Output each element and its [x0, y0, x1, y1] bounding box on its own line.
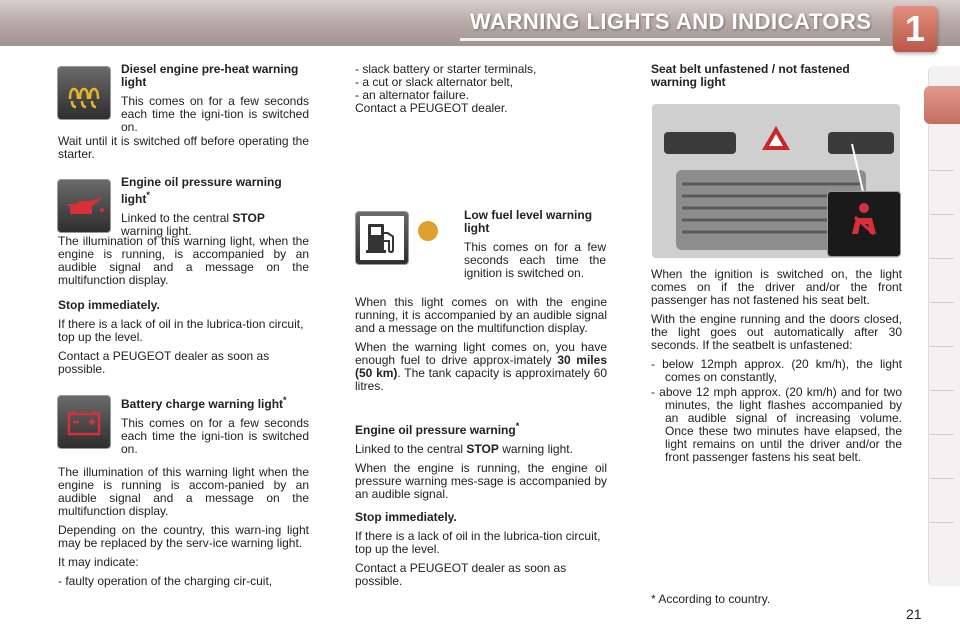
fuel-heading: Low fuel level warning light [464, 208, 593, 235]
side-tab-strip [928, 66, 960, 586]
oil2-section [355, 420, 607, 594]
oil2-text-prefix: Linked to the central [355, 442, 467, 456]
footnote: * According to country. [651, 592, 771, 606]
contact-dealer: Contact a PEUGEOT dealer. [355, 101, 508, 115]
oil2-stop-text2: Contact a PEUGEOT dealer as soon as possible. [355, 561, 567, 588]
seatbelt-heading-block [651, 63, 851, 95]
oil-text-prefix: Linked to the central [121, 211, 233, 225]
fuel-after2-suffix: . The tank capacity is approximately 60 litres. [355, 366, 607, 393]
battery-after-block [58, 466, 309, 594]
oil2-heading: Engine oil pressure warning [355, 423, 516, 437]
oil2-stop-heading: Stop immediately. [355, 510, 457, 524]
header-rule [460, 38, 880, 41]
oil-stop-text1: If there is a lack of oil in the lubrica-tion circuit, top up the level. [58, 317, 304, 344]
oil-stop-word: STOP [232, 211, 265, 225]
fuel-pump-icon [356, 212, 408, 264]
side-tab-divider [930, 258, 954, 259]
oil-text-suffix: warning light. [121, 224, 192, 238]
page-number: 21 [906, 606, 922, 622]
fuel-status-dot [418, 221, 438, 241]
battery-heading-wrap [121, 394, 309, 411]
oil-after-block [58, 235, 309, 382]
side-tab-divider [930, 478, 954, 479]
battery-heading: Battery charge warning light [121, 397, 284, 411]
seatbelt-icon [828, 192, 900, 256]
fuel-text: This comes on for a few seconds each time the ignition is switched on. [464, 240, 606, 280]
diesel-after: Wait until it is switched off before operating the starter. [58, 134, 309, 161]
battery-text: This comes on for a few seconds each time the igni-tion is switched on. [121, 416, 309, 456]
fuel-after2-prefix: When the warning light comes on, you have enough fuel to drive approx-imately [355, 340, 607, 367]
fuel-after1: When this light comes on with the engine running, it is accompanied by an audible signal and a message on the multifunction display. [355, 295, 607, 335]
battery-icon [58, 396, 110, 448]
seatbelt-bullet2: - above 12 mph approx. (20 km/h) and for two minutes, the light flashes accompanied by an audible signal of increasing volume. Once these two minutes have elapsed, the light remains on until the driver and/or the front passenger fastens his seat belt. [651, 385, 902, 464]
alternator-bullet: - a cut or slack alternator belt, [355, 75, 514, 89]
oil2-footnote-mark: * [515, 421, 520, 431]
battery-bullet1: - faulty operation of the charging cir-cuit, [58, 574, 273, 588]
preheat-icon [58, 67, 110, 119]
alternator-bullet: - slack battery or starter terminals, [355, 62, 537, 76]
seatbelt-text1: When the ignition is switched on, the light comes on if the driver and/or the front passenger has not fastened his seat belt. [651, 267, 902, 307]
alternator-bullet: - an alternator failure. [355, 88, 470, 102]
side-tab-divider [930, 434, 954, 435]
side-tab-divider [930, 346, 954, 347]
seatbelt-bullet1: - below 12mph approx. (20 km/h), the light comes on constantly, [651, 357, 902, 384]
chapter-badge [893, 6, 937, 52]
battery-footnote-mark: * [283, 395, 287, 405]
battery-after3: It may indicate: [58, 555, 139, 569]
diesel-section [121, 63, 309, 140]
page-title: WARNING LIGHTS AND INDICATORS [470, 9, 872, 34]
oil-can-icon [58, 180, 110, 232]
battery-after2: Depending on the country, this warn-ing light may be replaced by the serv-ice warning light. [58, 523, 309, 550]
oil-stop-text2: Contact a PEUGEOT dealer as soon as possible. [58, 349, 270, 376]
oil-after: The illumination of this warning light, when the engine is running, is accompanied by an audible signal and a message on the multifunction display. [58, 234, 309, 287]
oil2-stop-word: STOP [466, 442, 499, 456]
seatbelt-text2: With the engine running and the doors closed, the light goes out automatically after 30 seconds. If the seatbelt is unfastened: [651, 312, 902, 352]
diesel-heading: Diesel engine pre-heat warning light [121, 62, 299, 89]
fuel-range: 30 miles (50 km) [355, 353, 607, 380]
diesel-text: This comes on for a few seconds each time the igni-tion is switched on. [121, 94, 309, 134]
oil2-stop-text1: If there is a lack of oil in the lubrica-tion circuit, top up the level. [355, 529, 601, 556]
battery-after1: The illumination of this warning light when the engine is running is accom-panied by an audible signal and a message on the multifunction display. [58, 465, 309, 518]
oil-heading-wrap [121, 176, 309, 206]
seatbelt-body [651, 268, 902, 470]
oil2-heading-wrap [355, 420, 607, 437]
side-tab-divider [930, 522, 954, 523]
side-tab-divider [930, 170, 954, 171]
oil-stop-heading: Stop immediately. [58, 298, 160, 312]
battery-section [121, 394, 309, 462]
alternator-list [355, 63, 607, 115]
chapter-number: 1 [904, 8, 926, 49]
fuel-after-block [355, 296, 607, 399]
oil-heading: Engine oil pressure warning light [121, 175, 282, 206]
side-tab-current[interactable] [924, 86, 960, 124]
oil-footnote-mark: * [146, 190, 150, 200]
fuel-section [464, 209, 606, 286]
fuel-after2 [355, 341, 607, 393]
side-tab-divider [930, 390, 954, 391]
side-tab-divider [930, 214, 954, 215]
seatbelt-heading: Seat belt unfastened / not fastened warning light [651, 62, 850, 89]
side-tab-divider [930, 302, 954, 303]
oil2-after: When the engine is running, the engine oil pressure warning mes-sage is accompanied by an audible signal. [355, 461, 607, 501]
oil2-text [355, 443, 607, 456]
oil2-text-suffix: warning light. [498, 442, 573, 456]
